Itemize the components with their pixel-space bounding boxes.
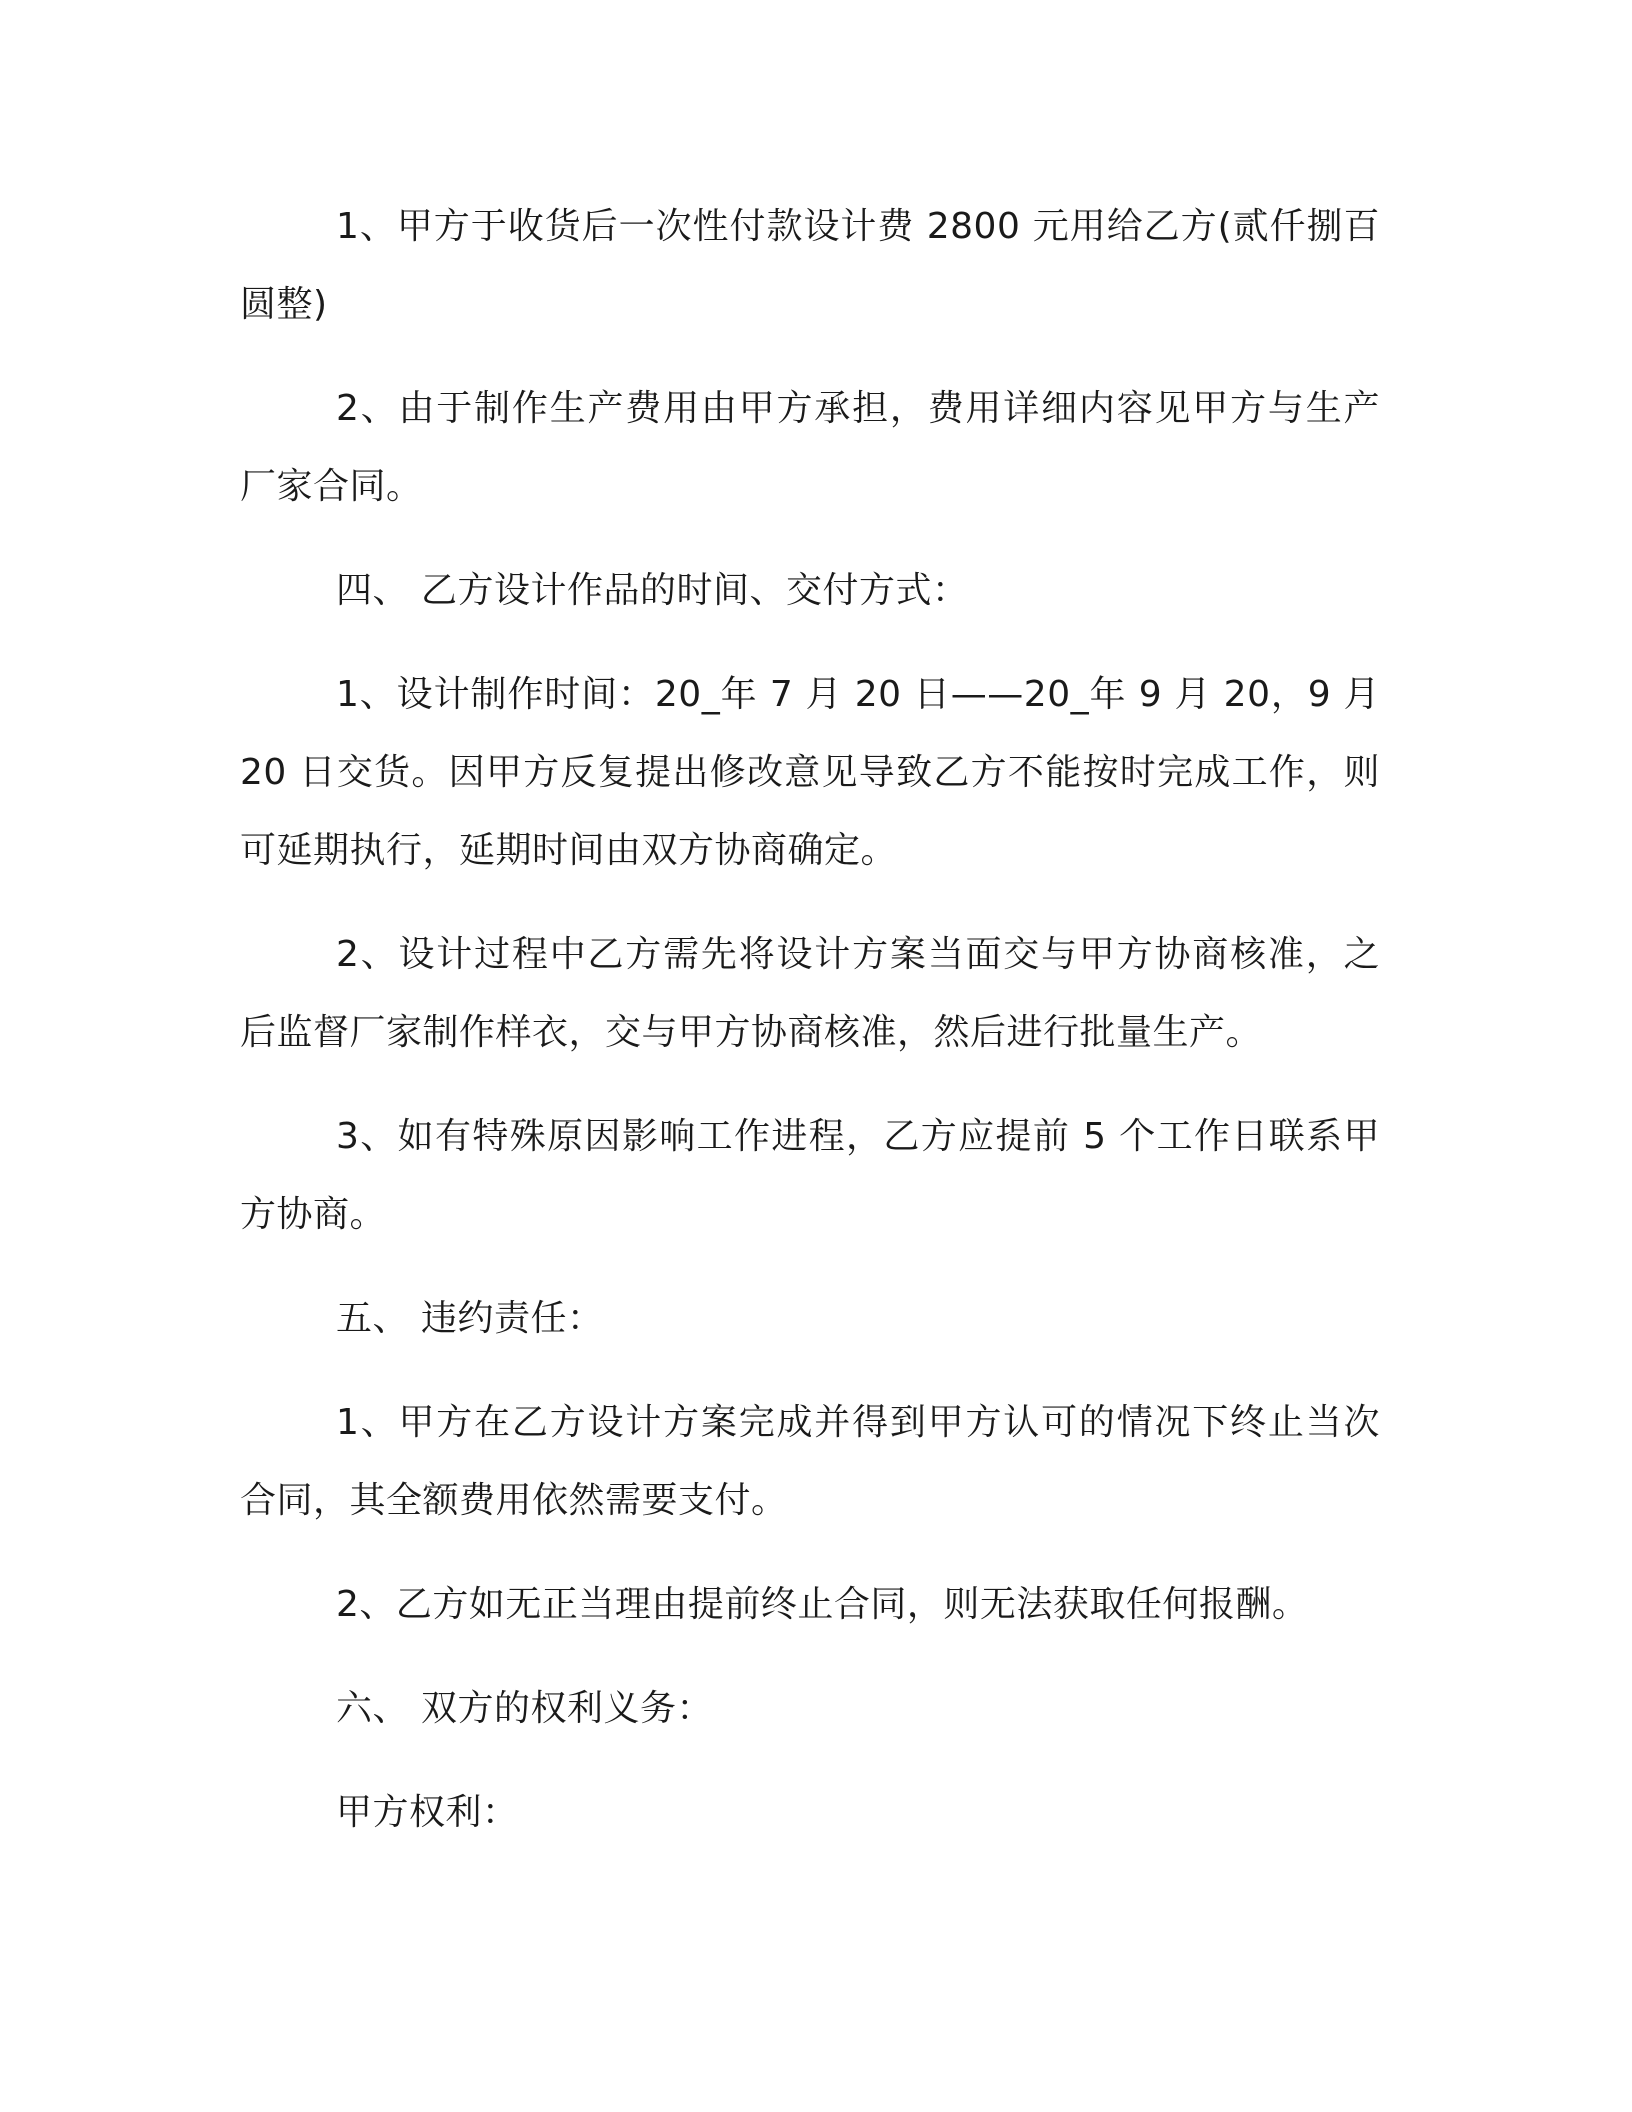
payment-clause-2: 2、由于制作生产费用由甲方承担，费用详细内容见甲方与生产厂家合同。 bbox=[240, 388, 1380, 507]
delivery-clause-1: 1、设计制作时间：20_年 7 月 20 日——20_年 9 月 20，9 月 20 日交货。因甲方反复提出修改意见导致乙方不能按时完成工作，则可延期执行，延期时间由双方协商确定。 bbox=[240, 674, 1380, 871]
section-heading-delivery: 四、 乙方设计作品的时间、交付方式： bbox=[336, 570, 969, 611]
section-heading-liability: 五、 违约责任： bbox=[336, 1298, 604, 1339]
liability-clause-1: 1、甲方在乙方设计方案完成并得到甲方认可的情况下终止当次合同，其全额费用依然需要支付。 bbox=[240, 1402, 1380, 1521]
payment-clause-1: 1、甲方于收货后一次性付款设计费 2800 元用给乙方(贰仟捌百圆整) bbox=[240, 206, 1380, 325]
delivery-clause-3: 3、如有特殊原因影响工作进程，乙方应提前 5 个工作日联系甲方协商。 bbox=[240, 1116, 1380, 1235]
document-body bbox=[240, 188, 1380, 1878]
delivery-clause-2: 2、设计过程中乙方需先将设计方案当面交与甲方协商核准，之后监督厂家制作样衣，交与甲方协商核准，然后进行批量生产。 bbox=[240, 934, 1380, 1053]
liability-clause-2: 2、乙方如无正当理由提前终止合同，则无法获取任何报酬。 bbox=[336, 1584, 1309, 1625]
section-heading-rights: 六、 双方的权利义务： bbox=[336, 1688, 713, 1729]
party-a-rights-heading: 甲方权利： bbox=[336, 1792, 519, 1833]
